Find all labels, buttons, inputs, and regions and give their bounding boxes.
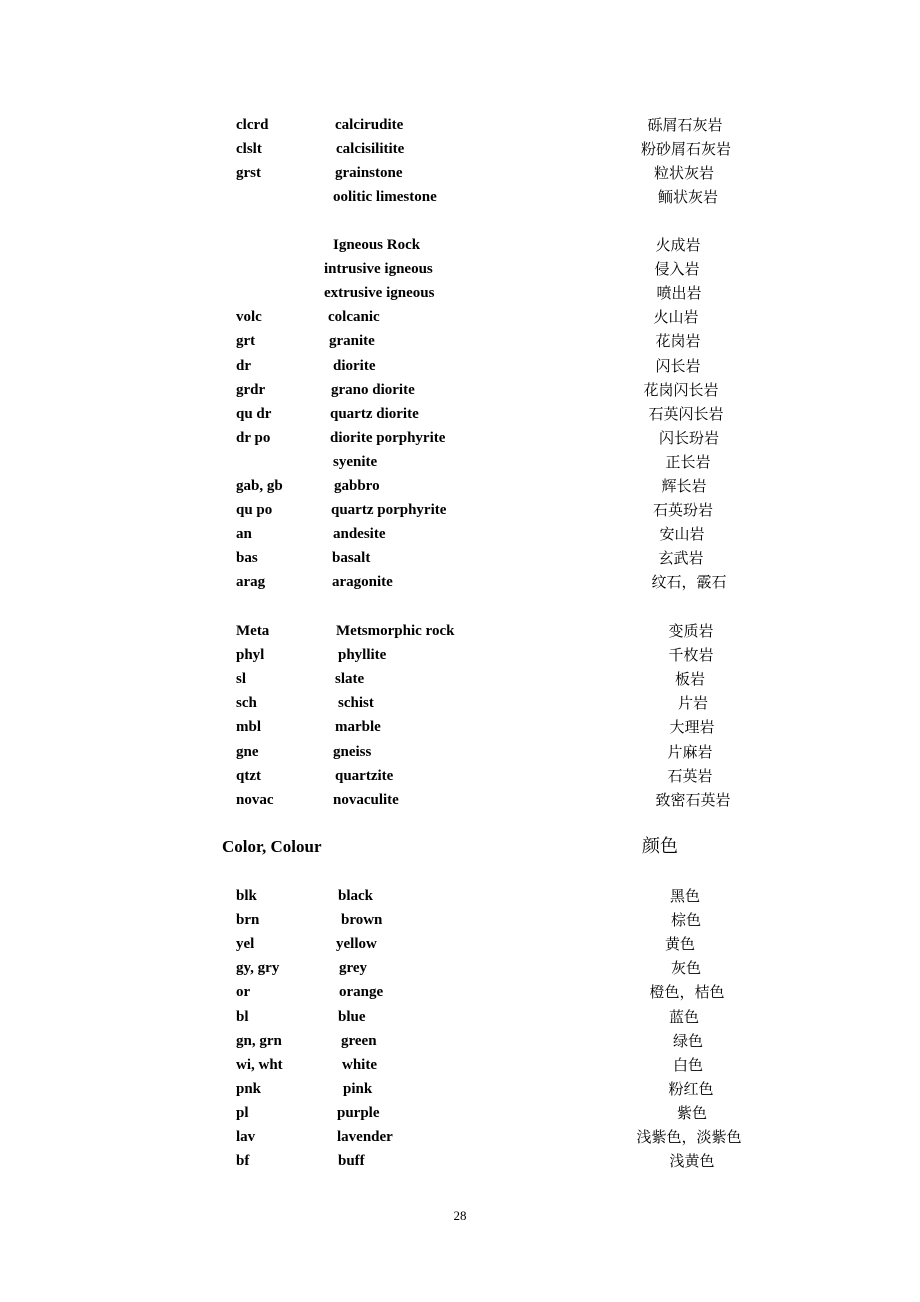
english-term: purple: [337, 1104, 380, 1121]
english-term: syenite: [333, 453, 378, 470]
abbreviation: clslt: [236, 141, 262, 158]
chinese-term: 闪长岩: [655, 356, 701, 375]
english-term: brown: [341, 912, 383, 929]
chinese-term: 鲕状灰岩: [657, 188, 719, 207]
glossary-row: [0, 788, 920, 812]
english-term: extrusive igneous: [324, 285, 435, 302]
chinese-term: 花岗闪长岩: [643, 380, 719, 399]
chinese-term: 纹石，霰石: [651, 573, 727, 592]
chinese-term: 片岩: [677, 694, 709, 713]
english-term: oolitic limestone: [333, 189, 437, 206]
chinese-term: 喷出岩: [656, 284, 702, 303]
english-term: andesite: [333, 526, 386, 543]
abbreviation: Meta: [236, 623, 270, 639]
abbreviation: gn, grn: [236, 1032, 282, 1049]
english-term: grano diorite: [331, 381, 415, 398]
glossary-row: [0, 257, 920, 281]
english-term: blue: [338, 1008, 366, 1025]
chinese-term: 片麻岩: [667, 742, 713, 761]
chinese-term: 橙色，桔色: [649, 983, 725, 1002]
chinese-term: 火山岩: [653, 308, 699, 327]
english-term: Igneous Rock: [333, 237, 421, 253]
abbreviation: gne: [236, 743, 259, 760]
glossary-row: [0, 161, 920, 185]
english-term: diorite: [333, 357, 376, 374]
glossary-row: [0, 932, 920, 956]
glossary-row: [0, 619, 920, 643]
abbreviation: grst: [236, 165, 261, 182]
chinese-term: 绿色: [672, 1031, 704, 1050]
glossary-row: [0, 498, 920, 522]
english-term: green: [341, 1032, 377, 1049]
chinese-term: 粉红色: [668, 1079, 714, 1098]
english-term: quartz porphyrite: [331, 502, 447, 519]
glossary-row: [0, 113, 920, 137]
glossary-row: [0, 884, 920, 908]
chinese-term: 浅紫色，淡紫色: [636, 1128, 742, 1146]
chinese-term: 变质岩: [668, 622, 714, 640]
abbreviation: lav: [236, 1129, 256, 1145]
abbreviation: blk: [236, 888, 257, 904]
glossary-row: [0, 980, 920, 1004]
glossary-row: [0, 1149, 920, 1173]
color-heading-en: Color, Colour: [222, 837, 322, 856]
english-term: intrusive igneous: [324, 261, 433, 278]
abbreviation: gab, gb: [236, 478, 283, 494]
english-term: yellow: [336, 936, 377, 953]
glossary-row: [0, 570, 920, 594]
english-term: gneiss: [333, 743, 372, 760]
english-term: calcisilitite: [336, 141, 405, 158]
chinese-term: 正长岩: [665, 452, 711, 471]
abbreviation: clcrd: [236, 117, 269, 133]
abbreviation: gy, gry: [236, 960, 280, 977]
english-term: grey: [339, 960, 368, 977]
abbreviation: an: [236, 526, 252, 543]
english-term: pink: [343, 1080, 373, 1097]
chinese-term: 闪长玢岩: [658, 428, 720, 447]
chinese-term: 浅黄色: [669, 1152, 715, 1171]
english-term: diorite porphyrite: [330, 429, 446, 446]
abbreviation: novac: [236, 791, 274, 808]
abbreviation: volc: [236, 309, 262, 326]
glossary-row: [0, 715, 920, 739]
glossary-row: [0, 426, 920, 450]
glossary-row: [0, 740, 920, 764]
glossary-row: [0, 450, 920, 474]
glossary-row: [0, 305, 920, 329]
glossary-row: [0, 354, 920, 378]
abbreviation: pnk: [236, 1080, 262, 1097]
english-term: quartz diorite: [330, 405, 419, 422]
abbreviation: or: [236, 984, 251, 1001]
abbreviation: pl: [236, 1104, 249, 1121]
glossary-row: [0, 1053, 920, 1077]
glossary-row: [0, 546, 920, 570]
chinese-term: 玄武岩: [658, 549, 704, 568]
glossary-row: [0, 1005, 920, 1029]
abbreviation: bf: [236, 1153, 250, 1170]
glossary-row: [0, 329, 920, 353]
glossary-row: [0, 643, 920, 667]
abbreviation: dr: [236, 357, 251, 374]
color-heading-zh: 颜色: [642, 836, 678, 857]
glossary-row: [0, 137, 920, 161]
abbreviation: mbl: [236, 719, 262, 736]
english-term: marble: [335, 719, 381, 736]
english-term: colcanic: [328, 309, 380, 326]
chinese-term: 千枚岩: [668, 646, 714, 665]
chinese-term: 粒状灰岩: [653, 164, 715, 183]
abbreviation: wi, wht: [236, 1056, 283, 1073]
chinese-term: 黄色: [664, 935, 696, 954]
glossary-row: [0, 1125, 920, 1149]
english-term: aragonite: [332, 574, 393, 591]
chinese-term: 辉长岩: [661, 477, 707, 495]
english-term: buff: [338, 1153, 365, 1170]
chinese-term: 石英玢岩: [652, 501, 714, 520]
glossary-row: [0, 667, 920, 691]
abbreviation: grdr: [236, 381, 266, 398]
chinese-term: 安山岩: [659, 525, 705, 544]
abbreviation: qu dr: [236, 405, 272, 422]
chinese-term: 粉砂屑石灰岩: [640, 140, 732, 159]
abbreviation: yel: [236, 936, 255, 953]
english-term: gabbro: [334, 478, 380, 494]
glossary-row: [0, 474, 920, 498]
english-term: phyllite: [338, 647, 387, 664]
abbreviation: grt: [236, 333, 256, 350]
glossary-row: [0, 691, 920, 715]
glossary-row: [0, 522, 920, 546]
glossary-row: [0, 1029, 920, 1053]
english-term: basalt: [332, 550, 371, 567]
glossary-row: [0, 1077, 920, 1101]
chinese-term: 石英岩: [667, 766, 713, 785]
glossary-row: [0, 764, 920, 788]
glossary-row: [0, 233, 920, 257]
glossary-row: [0, 908, 920, 932]
glossary-row: [0, 1101, 920, 1125]
english-term: slate: [335, 671, 365, 688]
abbreviation: qu po: [236, 502, 273, 519]
chinese-term: 砾屑石灰岩: [647, 116, 723, 134]
chinese-term: 紫色: [676, 1103, 708, 1122]
chinese-term: 火成岩: [655, 236, 701, 254]
chinese-term: 花岗岩: [655, 332, 701, 351]
abbreviation: phyl: [236, 647, 265, 664]
english-term: black: [338, 888, 374, 904]
chinese-term: 侵入岩: [654, 260, 700, 279]
english-term: granite: [329, 333, 375, 350]
chinese-term: 致密石英岩: [655, 790, 731, 809]
abbreviation: dr po: [236, 429, 271, 446]
chinese-term: 石英闪长岩: [648, 404, 724, 423]
glossary-row: [0, 281, 920, 305]
page-number: 28: [453, 1208, 467, 1223]
abbreviation: qtzt: [236, 767, 261, 784]
english-term: grainstone: [335, 165, 403, 182]
glossary-row: [0, 378, 920, 402]
chinese-term: 白色: [672, 1055, 704, 1074]
english-term: white: [342, 1056, 377, 1073]
english-term: Metsmorphic rock: [336, 623, 455, 639]
glossary-row: [0, 402, 920, 426]
abbreviation: bas: [236, 550, 258, 567]
english-term: orange: [339, 984, 384, 1001]
abbreviation: arag: [236, 574, 266, 591]
glossary-row: [0, 185, 920, 209]
english-term: schist: [338, 695, 374, 712]
glossary-row: [0, 956, 920, 980]
chinese-term: 蓝色: [668, 1007, 700, 1026]
abbreviation: bl: [236, 1008, 249, 1025]
chinese-term: 棕色: [670, 911, 702, 930]
abbreviation: brn: [236, 912, 260, 929]
chinese-term: 黑色: [669, 887, 701, 905]
english-term: lavender: [337, 1129, 393, 1145]
english-term: quartzite: [335, 767, 394, 784]
chinese-term: 大理岩: [669, 718, 715, 737]
english-term: calcirudite: [335, 117, 404, 133]
english-term: novaculite: [333, 791, 399, 808]
abbreviation: sl: [236, 671, 247, 688]
chinese-term: 板岩: [674, 670, 706, 689]
abbreviation: sch: [236, 695, 257, 712]
chinese-term: 灰色: [670, 959, 702, 978]
